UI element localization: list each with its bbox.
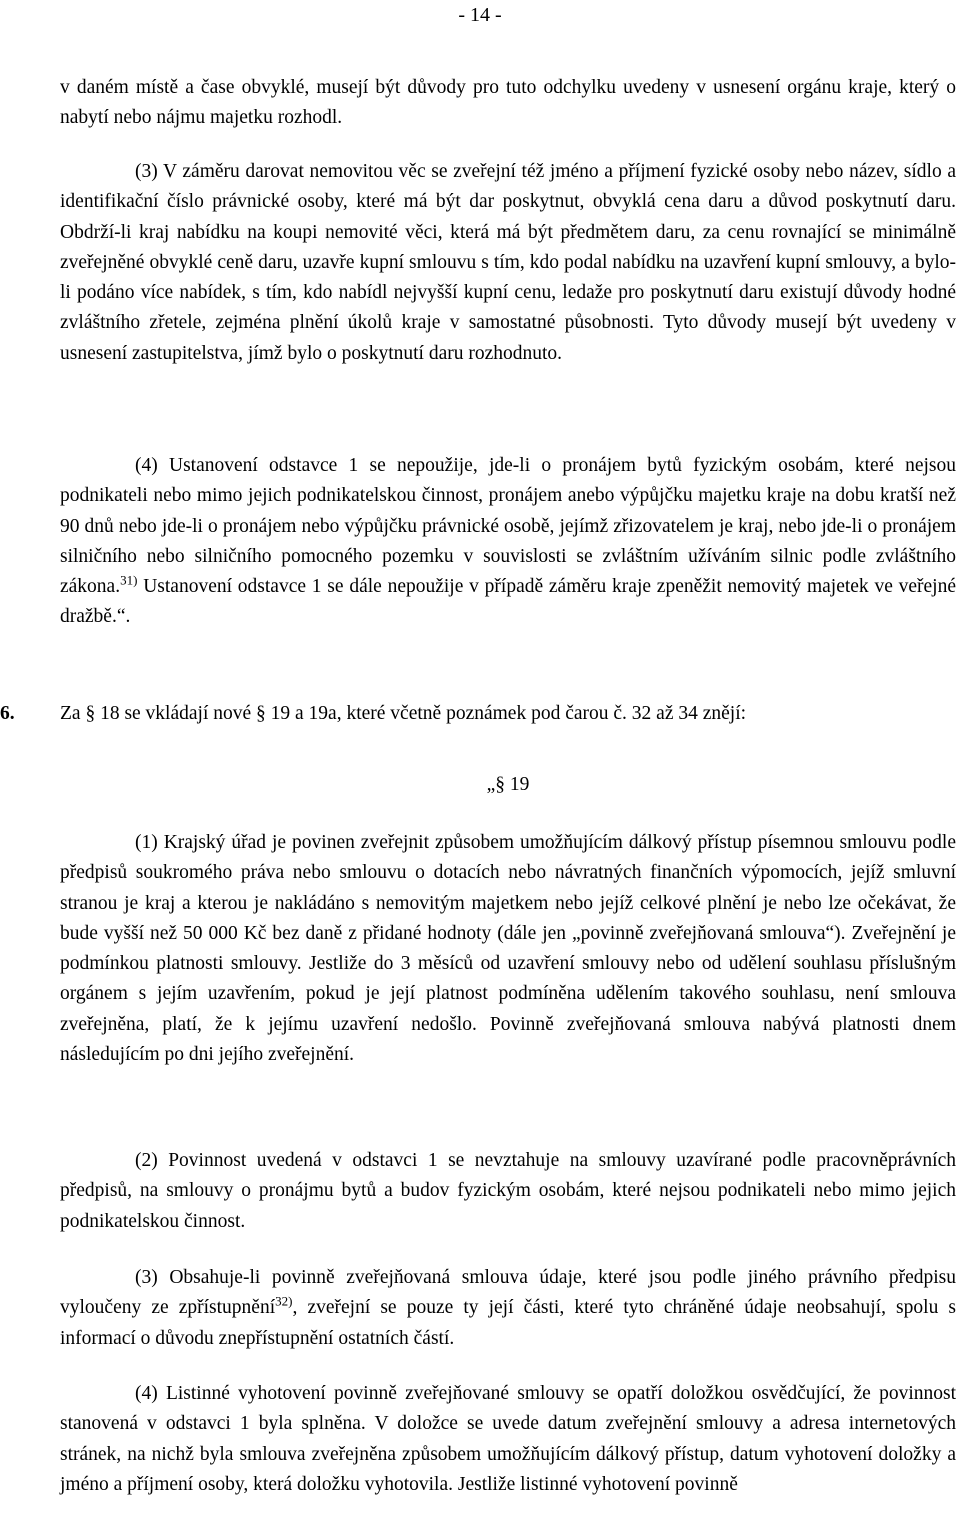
paragraph-4-text-end: Ustanovení odstavce 1 se dále nepoužije v případě záměru kraje zpeněžit nemovitý majetek ve veřejné dražbě.“. bbox=[60, 576, 956, 628]
section-19-paragraph-3 bbox=[60, 1263, 956, 1354]
paragraph-4-text: (4) Ustanovení odstavce 1 se nepoužije, jde-li o pronájem bytů fyzickým osobám, které nejsou podnikateli nebo mimo jejich podnikatelskou činnost, pronájem anebo výpůjčku majetku kraje na dobu kratší než 90 dnů nebo jde-li o pronájem nebo výpůjčku právnické osobě, jejímž zřizovatelem je kraj, nebo jde-li o pronájem silničního nebo silničního pomocného pozemku v souvislosti se zvláštním užíváním silnic podle zvláštního zákona. bbox=[60, 455, 956, 598]
section-19-paragraph-3-text: (3) Obsahuje-li povinně zveřejňovaná smlouva údaje, které jsou podle jiného právního předpisu vyloučeny ze zpřístupnění bbox=[60, 1267, 956, 1319]
point-text: Za § 18 se vkládají nové § 19 a 19a, které včetně poznámek pod čarou č. 32 až 34 znějí: bbox=[60, 703, 747, 724]
paragraph-continuation: v daném místě a čase obvyklé, musejí být důvody pro tuto odchylku uvedeny v usnesení orgánu kraje, který o nabytí nebo nájmu majetku rozhodl. bbox=[60, 77, 956, 129]
paragraph-3-donation: (3) V záměru darovat nemovitou věc se zveřejní též jméno a příjmení fyzické osoby nebo název, sídlo a identifikační číslo právnické osoby, které má být dar poskytnut, obvyklá cena daru a důvod poskytnutí daru. Obdrží-li kraj nabídku na koupi nemovité věci, která má být předmětem daru, za cenu rovnající se minimálně zveřejněné obvyklé ceně daru, uzavře kupní smlouvu s tím, kdo podal nabídku na uzavření kupní smlouvy, a bylo-li podáno více nabídek, s tím, kdo nabídl nejvyšší kupní cenu, ledaže pro poskytnutí daru existují důvody hodné zvláštního zřetele, zejména plnění úkolů kraje v samostatné působnosti. Tyto důvody musejí být uvedeny v usnesení zastupitelstva, jímž bylo o poskytnutí daru rozhodnuto. bbox=[60, 161, 956, 364]
footnote-ref-31: 31) bbox=[120, 572, 138, 588]
section-19-paragraph-3-text-end: , zveřejní se pouze ty její části, které tyto chráněné údaje neobsahují, spolu s informací o důvodu znepřístupnění ostatních částí. bbox=[60, 1297, 957, 1349]
section-19-paragraph-1: (1) Krajský úřad je povinen zveřejnit způsobem umožňujícím dálkový přístup písemnou smlouvu podle předpisů soukromého práva nebo smlouvu o dotacích nebo návratných finančních výpomocích, jejíž smluvní stranou je kraj a kterou je nakládáno s nemovitým majetkem nebo jejíž celkové plnění je nebo lze očekávat, že bude vyšší než 50 000 Kč bez daně z přidané hodnoty (dále jen „povinně zveřejňovaná smlouva“). Zveřejnění je podmínkou platnosti smlouvy. Jestliže do 3 měsíců od uzavření smlouvy nebo od udělení souhlasu příslušným orgánem s jejím uzavřením, pokud je její platnost podmíněna udělením takového souhlasu, není smlouva zveřejněna, platí, že k jejímu uzavření nedošlo. Povinně zveřejňovaná smlouva nabývá platnosti dnem následujícím po dni jejího zveřejnění. bbox=[60, 832, 956, 1066]
section-heading-19: „§ 19 bbox=[486, 774, 530, 795]
page-number: - 14 - bbox=[458, 4, 502, 26]
footnote-ref-32: 32) bbox=[275, 1293, 293, 1309]
section-19-paragraph-4: (4) Listinné vyhotovení povinně zveřejňované smlouvy se opatří doložkou osvědčující, že povinnost stanovená v odstavci 1 byla splněna. V doložce se uvede datum zveřejnění smlouvy a adresa internetových stránek, na nichž byla smlouva zveřejněna způsobem umožňujícím dálkový přístup, datum vyhotovení doložky a jméno a příjmení osoby, která doložku vyhotovila. Jestliže listinné vyhotovení povinně bbox=[60, 1383, 956, 1495]
section-19-paragraph-2: (2) Povinnost uvedená v odstavci 1 se nevztahuje na smlouvy uzavírané podle pracovněprávních předpisů, na smlouvy o pronájmu bytů a budov fyzickým osobám, které nejsou podnikateli nebo mimo jejich podnikatelskou činnost. bbox=[60, 1150, 956, 1232]
paragraph-4-exceptions bbox=[60, 451, 956, 633]
